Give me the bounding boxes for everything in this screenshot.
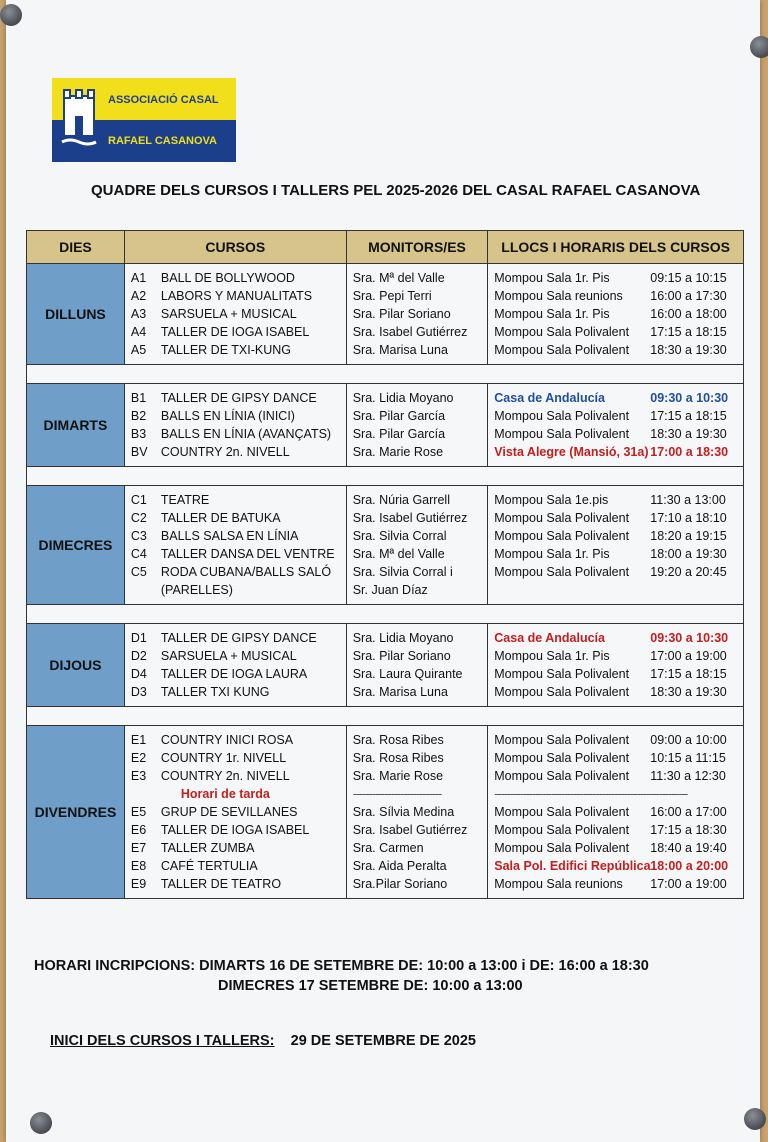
course-name: TALLER DE IOGA ISABEL xyxy=(160,325,310,339)
course-schedule-table xyxy=(26,230,744,899)
course-item xyxy=(131,821,340,839)
course-item xyxy=(131,785,340,803)
course-code: B3 xyxy=(130,427,147,441)
course-item xyxy=(131,491,340,509)
day-row xyxy=(27,264,744,365)
course-code: D1 xyxy=(130,631,147,645)
courses-start xyxy=(50,1033,476,1049)
association-logo xyxy=(52,78,236,162)
place-name: Mompou Sala Polivalent xyxy=(494,511,630,525)
course-name: TEATRE xyxy=(160,493,210,507)
monitor-name: ---------------------------- xyxy=(352,787,442,801)
place-name: Mompou Sala Polivalent xyxy=(494,751,630,765)
time-range: 18:30 a 19:30 xyxy=(650,685,727,699)
monitor-name: Sra. Pilar García xyxy=(352,427,446,441)
place-time-item xyxy=(494,545,737,563)
time-range: 16:00 a 18:00 xyxy=(650,307,727,321)
place-time-item xyxy=(494,767,737,785)
course-name: GRUP DE SEVILLANES xyxy=(160,805,298,819)
time-range: 17:00 a 19:00 xyxy=(650,877,727,891)
day-row xyxy=(27,486,744,605)
course-code: E3 xyxy=(130,769,147,783)
course-name: TALLER DE TXI-KUNG xyxy=(160,343,292,357)
place-time-item xyxy=(494,287,737,305)
course-item xyxy=(131,839,340,857)
course-item xyxy=(131,683,340,701)
time-range: 17:15 a 18:15 xyxy=(650,325,727,339)
time-range: 09:00 a 10:00 xyxy=(650,733,727,747)
day-row xyxy=(27,726,744,899)
course-item xyxy=(131,563,340,581)
separator-row xyxy=(27,365,744,384)
place-name: Vista Alegre (Mansió, 31a) xyxy=(494,445,649,459)
course-name: TALLER DE TEATRO xyxy=(160,877,282,891)
monitor-name: Sra.Pilar Soriano xyxy=(352,877,448,891)
course-name: TALLER TXI KUNG xyxy=(160,685,270,699)
place-name: Mompou Sala 1r. Pis xyxy=(494,307,610,321)
day-name: DIMECRES xyxy=(27,486,125,605)
monitor-name: Sra. Mª del Valle xyxy=(352,271,445,285)
time-range: 11:30 a 13:00 xyxy=(650,493,726,507)
course-name: RODA CUBANA/BALLS SALÓ xyxy=(160,565,332,579)
monitor-name: Sra. Pilar Soriano xyxy=(352,307,451,321)
course-name: TALLER DE BATUKA xyxy=(160,511,281,525)
monitor-name: Sra. Silvia Corral xyxy=(352,529,447,543)
place-name: Sala Pol. Edifici República xyxy=(494,859,651,873)
time-range: 09:15 a 10:15 xyxy=(650,271,727,285)
monitor-name: Sra. Pilar Soriano xyxy=(352,649,451,663)
place-time-item xyxy=(494,749,737,767)
courses-cell xyxy=(124,264,346,365)
separator-row xyxy=(27,605,744,624)
pin-icon xyxy=(0,4,22,26)
course-name: TALLER DE IOGA ISABEL xyxy=(160,823,310,837)
monitor-name: Sra. Mª del Valle xyxy=(352,547,445,561)
start-date: 29 DE SETEMBRE DE 2025 xyxy=(290,1033,476,1049)
monitors-cell xyxy=(346,486,488,605)
course-item xyxy=(131,857,340,875)
course-code: D3 xyxy=(130,685,147,699)
course-item xyxy=(131,875,340,893)
course-item xyxy=(131,581,340,599)
separator-cell xyxy=(27,605,744,624)
course-code: B2 xyxy=(130,409,147,423)
place-name: Mompou Sala Polivalent xyxy=(494,733,630,747)
time-range: 17:15 a 18:15 xyxy=(650,409,727,423)
course-name: COUNTRY 2n. NIVELL xyxy=(160,445,290,459)
day-name: DILLUNS xyxy=(27,264,125,365)
course-item xyxy=(131,287,340,305)
place-time-item xyxy=(494,425,737,443)
course-name: TALLER DE GIPSY DANCE xyxy=(160,631,317,645)
course-name: BALL DE BOLLYWOOD xyxy=(160,271,295,285)
course-name: TALLER DE GIPSY DANCE xyxy=(160,391,317,405)
course-code: B1 xyxy=(130,391,147,405)
course-item xyxy=(131,731,340,749)
course-code: A2 xyxy=(130,289,147,303)
monitor-name: Sra. Pepi Terri xyxy=(352,289,432,303)
place-name: Mompou Sala 1r. Pis xyxy=(494,547,610,561)
place-name: Mompou Sala 1r. Pis xyxy=(494,649,610,663)
course-item xyxy=(131,665,340,683)
place-name: Mompou Sala Polivalent xyxy=(494,685,630,699)
monitor-name: Sra. Marie Rose xyxy=(352,769,444,783)
logo-line-2: RAFAEL CASANOVA xyxy=(108,135,217,147)
monitor-name: Sra. Sílvia Medina xyxy=(352,805,455,819)
separator-row xyxy=(27,707,744,726)
inscriptions-line-1: HORARI INCRIPCIONS: DIMARTS 16 DE SETEMBRE DE: 10:00 a 13:00 i DE: 16:00 a 18:30 xyxy=(34,958,649,974)
place-name: Mompou Sala Polivalent xyxy=(494,565,630,579)
monitor-name: Sra. Isabel Gutiérrez xyxy=(352,823,468,837)
monitor-name: Sra. Lidia Moyano xyxy=(352,391,454,405)
course-code: D2 xyxy=(130,649,147,663)
place-name: Mompou Sala Polivalent xyxy=(494,409,630,423)
place-time-item xyxy=(494,509,737,527)
header-courses: CURSOS xyxy=(124,231,346,264)
place-time-item xyxy=(494,629,737,647)
place-time-item xyxy=(494,683,737,701)
course-code: A5 xyxy=(130,343,147,357)
separator-cell xyxy=(27,707,744,726)
place-time-item xyxy=(494,665,737,683)
place-time-item xyxy=(494,563,737,581)
place-name: Casa de Andalucía xyxy=(494,391,605,405)
course-code: E2 xyxy=(130,751,147,765)
day-name: DIJOUS xyxy=(27,624,125,707)
place-time-item xyxy=(494,269,737,287)
course-code: E5 xyxy=(130,805,147,819)
course-item xyxy=(131,803,340,821)
course-item xyxy=(131,545,340,563)
place-time-item xyxy=(494,647,737,665)
place-name: Mompou Sala reunions xyxy=(494,877,623,891)
pin-icon xyxy=(750,36,768,58)
course-item xyxy=(131,767,340,785)
course-code: E7 xyxy=(130,841,147,855)
course-code: C1 xyxy=(130,493,147,507)
day-name: DIMARTS xyxy=(27,384,125,467)
monitor-name: Sra. Pilar García xyxy=(352,409,446,423)
place-name: Mompou Sala Polivalent xyxy=(494,823,630,837)
separator-cell xyxy=(27,365,744,384)
places-cell xyxy=(488,624,744,707)
course-item xyxy=(131,323,340,341)
logo-line-1: ASSOCIACIÓ CASAL xyxy=(108,94,219,106)
course-item xyxy=(131,269,340,287)
course-code: C5 xyxy=(130,565,147,579)
course-name: BALLS EN LÍNIA (AVANÇATS) xyxy=(160,427,332,441)
time-range: 18:40 a 19:40 xyxy=(650,841,727,855)
time-range: 17:00 a 18:30 xyxy=(650,445,729,459)
place-name: Mompou Sala Polivalent xyxy=(494,841,630,855)
course-name: SARSUELA + MUSICAL xyxy=(160,649,297,663)
monitors-cell xyxy=(346,384,488,467)
course-name: BALLS EN LÍNIA (INICI) xyxy=(160,409,295,423)
place-name: Mompou Sala Polivalent xyxy=(494,769,630,783)
place-time-item xyxy=(494,305,737,323)
inscriptions-line-2: DIMECRES 17 SETEMBRE DE: 10:00 a 13:00 xyxy=(218,978,523,994)
castle-tower-icon xyxy=(60,88,98,150)
place-name: Mompou Sala Polivalent xyxy=(494,427,630,441)
monitor-name: Sra. Isabel Gutiérrez xyxy=(352,511,468,525)
page-title: QUADRE DELS CURSOS I TALLERS PEL 2025-2026 DEL CASAL RAFAEL CASANOVA xyxy=(91,182,701,199)
monitor-name: Sra. Aida Peralta xyxy=(352,859,447,873)
place-time-item xyxy=(494,407,737,425)
place-name: Mompou Sala Polivalent xyxy=(494,343,630,357)
monitor-name: Sr. Juan Díaz xyxy=(352,583,428,597)
time-range: 17:15 a 18:30 xyxy=(650,823,727,837)
time-range: 18:30 a 19:30 xyxy=(650,427,727,441)
place-name: Mompou Sala Polivalent xyxy=(494,529,630,543)
time-range: 11:30 a 12:30 xyxy=(650,769,726,783)
places-cell xyxy=(488,726,744,899)
place-name: Mompou Sala Polivalent xyxy=(494,805,630,819)
place-name: Mompou Sala 1r. Pis xyxy=(494,271,610,285)
places-cell xyxy=(488,486,744,605)
course-code: C2 xyxy=(130,511,147,525)
place-name: ------------------------------------------------------------- xyxy=(494,787,688,801)
header-monitors: MONITORS/ES xyxy=(346,231,488,264)
course-item xyxy=(131,629,340,647)
monitor-name: Sra. Marisa Luna xyxy=(352,685,448,699)
time-range: 09:30 a 10:30 xyxy=(650,391,729,405)
place-name: Mompou Sala 1e.pis xyxy=(494,493,609,507)
course-code: A3 xyxy=(130,307,147,321)
course-item xyxy=(131,749,340,767)
time-range: 18:00 a 20:00 xyxy=(650,859,729,873)
place-name: Mompou Sala Polivalent xyxy=(494,667,630,681)
day-name: DIVENDRES xyxy=(27,726,125,899)
time-range: 10:15 a 11:15 xyxy=(650,751,726,765)
place-time-item xyxy=(494,731,737,749)
header-places: LLOCS I HORARIS DELS CURSOS xyxy=(488,231,744,264)
course-code: A1 xyxy=(130,271,147,285)
time-range: 19:20 a 20:45 xyxy=(650,565,727,579)
monitor-name: Sra. Silvia Corral i xyxy=(352,565,453,579)
separator-cell xyxy=(27,467,744,486)
course-name: Horari de tarda xyxy=(180,787,270,801)
monitor-name: Sra. Rosa Ribes xyxy=(352,751,444,765)
place-time-item xyxy=(494,341,737,359)
course-name: BALLS SALSA EN LÍNIA xyxy=(160,529,299,543)
time-range: 16:00 a 17:30 xyxy=(650,289,727,303)
start-label: INICI DELS CURSOS I TALLERS: xyxy=(50,1033,275,1049)
course-code: C4 xyxy=(130,547,147,561)
monitors-cell xyxy=(346,264,488,365)
monitor-name: Sra. Carmen xyxy=(352,841,424,855)
course-name: COUNTRY INICI ROSA xyxy=(160,733,294,747)
places-cell xyxy=(488,384,744,467)
place-time-item xyxy=(494,839,737,857)
courses-cell xyxy=(124,726,346,899)
course-code: D4 xyxy=(130,667,147,681)
table-body xyxy=(27,264,744,899)
place-name: Mompou Sala reunions xyxy=(494,289,623,303)
place-time-item xyxy=(494,389,737,407)
course-name: COUNTRY 1r. NIVELL xyxy=(160,751,287,765)
place-time-item xyxy=(494,803,737,821)
course-code: E6 xyxy=(130,823,147,837)
place-time-item xyxy=(494,785,737,803)
place-time-item xyxy=(494,857,737,875)
course-item xyxy=(131,425,340,443)
time-range: 18:00 a 19:30 xyxy=(650,547,727,561)
monitors-cell xyxy=(346,624,488,707)
course-name: (PARELLES) xyxy=(160,583,233,597)
monitors-cell xyxy=(346,726,488,899)
header-days: DIES xyxy=(27,231,125,264)
time-range: 17:15 a 18:15 xyxy=(650,667,727,681)
course-name: TALLER DANSA DEL VENTRE xyxy=(160,547,335,561)
monitor-name: Sra. Laura Quirante xyxy=(352,667,463,681)
course-code: E1 xyxy=(130,733,147,747)
course-name: TALLER DE IOGA LAURA xyxy=(160,667,308,681)
place-time-item xyxy=(494,875,737,893)
place-name: Casa de Andalucía xyxy=(494,631,605,645)
course-item xyxy=(131,389,340,407)
course-code: E9 xyxy=(130,877,147,891)
place-time-item xyxy=(494,323,737,341)
place-time-item xyxy=(494,443,737,461)
time-range: 17:10 a 18:10 xyxy=(650,511,727,525)
place-name: Mompou Sala Polivalent xyxy=(494,325,630,339)
course-code: E8 xyxy=(130,859,147,873)
course-code: A4 xyxy=(130,325,147,339)
course-name: SARSUELA + MUSICAL xyxy=(160,307,297,321)
course-code: C3 xyxy=(130,529,147,543)
course-item xyxy=(131,443,340,461)
table-header-row xyxy=(27,231,744,264)
separator-row xyxy=(27,467,744,486)
place-time-item xyxy=(494,527,737,545)
monitor-name: Sra. Rosa Ribes xyxy=(352,733,444,747)
day-row xyxy=(27,384,744,467)
course-item xyxy=(131,305,340,323)
place-time-item xyxy=(494,821,737,839)
places-cell xyxy=(488,264,744,365)
time-range: 17:00 a 19:00 xyxy=(650,649,727,663)
course-name: LABORS Y MANUALITATS xyxy=(160,289,313,303)
time-range: 18:20 a 19:15 xyxy=(650,529,727,543)
course-name: CAFÉ TERTULIA xyxy=(160,859,258,873)
monitor-name: Sra. Núria Garrell xyxy=(352,493,450,507)
course-item xyxy=(131,509,340,527)
course-name: COUNTRY 2n. NIVELL xyxy=(160,769,290,783)
courses-cell xyxy=(124,486,346,605)
day-row xyxy=(27,624,744,707)
course-item xyxy=(131,407,340,425)
time-range: 18:30 a 19:30 xyxy=(650,343,727,357)
course-item xyxy=(131,647,340,665)
course-code: BV xyxy=(130,445,148,459)
courses-cell xyxy=(124,384,346,467)
courses-cell xyxy=(124,624,346,707)
monitor-name: Sra. Isabel Gutiérrez xyxy=(352,325,468,339)
course-name: TALLER ZUMBA xyxy=(160,841,255,855)
monitor-name: Sra. Marisa Luna xyxy=(352,343,448,357)
time-range: 16:00 a 17:00 xyxy=(650,805,727,819)
time-range: 09:30 a 10:30 xyxy=(650,631,729,645)
course-item xyxy=(131,341,340,359)
place-time-item xyxy=(494,491,737,509)
pin-icon xyxy=(30,1112,52,1134)
course-item xyxy=(131,527,340,545)
pin-icon xyxy=(744,1108,766,1130)
monitor-name: Sra. Lidia Moyano xyxy=(352,631,454,645)
monitor-name: Sra. Marie Rose xyxy=(352,445,444,459)
